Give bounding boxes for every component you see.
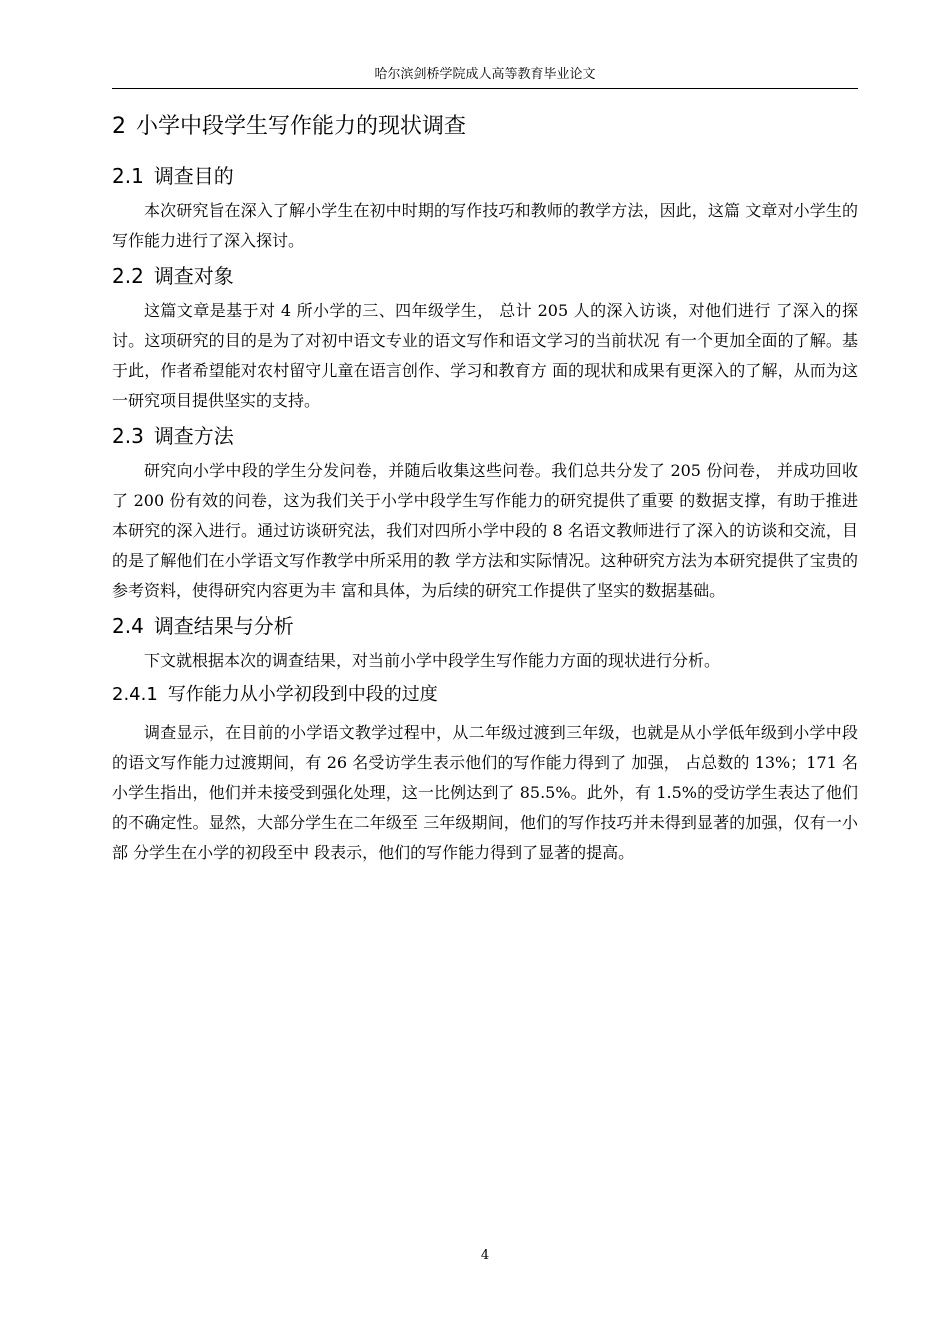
chapter-number: 2 [112,114,126,139]
page-content [112,112,858,874]
running-header: 哈尔滨剑桥学院成人高等教育毕业论文 [374,67,596,82]
section-heading-2-4 [112,612,858,640]
section-heading-2-2 [112,262,858,290]
section-title: 调查方法 [153,424,234,448]
chapter-heading [112,112,858,142]
subsection-number: 2.4.1 [112,684,158,705]
section-title: 调查对象 [153,264,234,288]
section-paragraph-2-4: 下文就根据本次的调查结果，对当前小学中段学生写作能力方面的现状进行分析。 [144,651,721,670]
section-paragraph-2-3: 研究向小学中段的学生分发问卷，并随后收集这些问卷。我们总共分发了 205 份问卷， 并成功回收了 200 份有效的问卷，这为我们关于小学中段学生写作能力的研究提供了重要 的数据支撑，有助于推进本研究的深入进行。通过访谈研究法，我们对四所小学中段的 8 名语文教师进行了深入的访谈和交流，目的是了解他们在小学语文写作教学中所采用的教 学方法和实际情况。这种研究方法为本研究提供了宝贵的参考资料，使得研究内容更为丰 富和具体，为后续的研究工作提供了坚实的数据基础。 [112,461,858,600]
subsection-paragraph-2-4-1: 调查显示，在目前的小学语文教学过程中，从二年级过渡到三年级，也就是从小学低年级到小学中段的语文写作能力过渡期间，有 26 名受访学生表示他们的写作能力得到了 加强， 占总数的 13%；171 名小学生指出，他们并未接受到强化处理，这一比例达到了 85.5%。此外，有 1.5%的受访学生表达了他们的不确定性。显然，大部分学生在二年级至 三年级期间，他们的写作技巧并未得到显著的加强，仅有一小部 分学生在小学的初段至中 段表示，他们的写作能力得到了显著的提高。 [112,723,858,862]
section-number: 2.3 [112,424,144,448]
section-heading-2-3 [112,422,858,450]
section-heading-2-1 [112,162,858,190]
subsection-heading-2-4-1 [112,682,858,708]
page-number: 4 [480,1248,490,1263]
section-number: 2.4 [112,614,144,638]
section-number: 2.2 [112,264,144,288]
section-title: 调查结果与分析 [153,614,294,638]
header-divider [112,88,858,89]
section-title: 调查目的 [153,164,234,188]
subsection-title: 写作能力从小学初段到中段的过度 [167,684,438,705]
section-paragraph-2-2: 这篇文章是基于对 4 所小学的三、四年级学生， 总计 205 人的深入访谈，对他们进行 了深入的探讨。这项研究的目的是为了对初中语文专业的语文写作和语文学习的当前状况 有一个更加全面的了解。基于此，作者希望能对农村留守儿童在语言创作、学习和教育方 面的现状和成果有更深入的了解，从而为这一研究项目提供坚实的支持。 [112,301,858,410]
chapter-title: 小学中段学生写作能力的现状调查 [136,114,467,139]
section-number: 2.1 [112,164,144,188]
section-paragraph-2-1: 本次研究旨在深入了解小学生在初中时期的写作技巧和教师的教学方法，因此，这篇 文章对小学生的写作能力进行了深入探讨。 [112,201,858,250]
